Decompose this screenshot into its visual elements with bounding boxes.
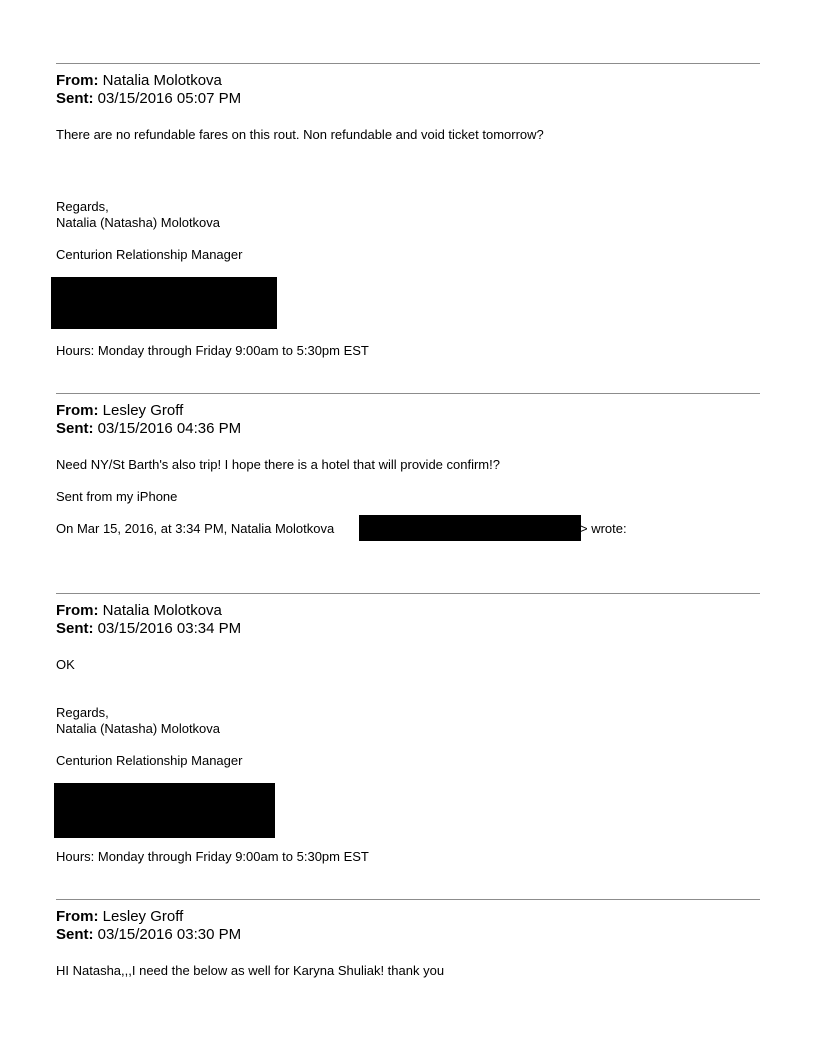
divider: [56, 899, 760, 900]
sent-timestamp: 03/15/2016 04:36 PM: [97, 420, 242, 437]
message-body: Need NY/St Barth's also trip! I hope there is a hotel that will provide confirm!?: [56, 457, 500, 472]
from-line: From: Lesley Groff: [56, 908, 184, 925]
sender-name: Natalia Molotkova: [102, 72, 222, 89]
redaction-box: [359, 515, 581, 541]
from-line: From: Natalia Molotkova: [56, 72, 222, 89]
divider: [56, 593, 760, 594]
quote-attribution-suffix: > wrote:: [580, 521, 627, 536]
regards: Regards,: [56, 199, 109, 214]
quote-attribution: On Mar 15, 2016, at 3:34 PM, Natalia Molotkova: [56, 521, 335, 536]
office-hours: Hours: Monday through Friday 9:00am to 5:30pm EST: [56, 343, 369, 358]
regards: Regards,: [56, 705, 109, 720]
sent-line: Sent: 03/15/2016 05:07 PM: [56, 90, 242, 107]
sent-line: Sent: 03/15/2016 03:30 PM: [56, 926, 242, 943]
sent-line: Sent: 03/15/2016 03:34 PM: [56, 620, 242, 637]
sent-from-device: Sent from my iPhone: [56, 489, 178, 504]
signature-title: Centurion Relationship Manager: [56, 753, 243, 768]
divider: [56, 63, 760, 64]
message-body: There are no refundable fares on this rout. Non refundable and void ticket tomorrow?: [56, 127, 544, 142]
sent-timestamp: 03/15/2016 03:30 PM: [97, 926, 242, 943]
signature-title: Centurion Relationship Manager: [56, 247, 243, 262]
from-line: From: Lesley Groff: [56, 402, 184, 419]
sender-name: Natalia Molotkova: [102, 602, 222, 619]
message-body: OK: [56, 657, 75, 672]
sent-timestamp: 03/15/2016 05:07 PM: [97, 90, 242, 107]
redaction-box: [51, 277, 277, 329]
signature-name: Natalia (Natasha) Molotkova: [56, 721, 221, 736]
redaction-box: [54, 783, 275, 838]
from-line: From: Natalia Molotkova: [56, 602, 222, 619]
message-body: HI Natasha,,,I need the below as well for Karyna Shuliak! thank you: [56, 963, 445, 978]
sent-line: Sent: 03/15/2016 04:36 PM: [56, 420, 242, 437]
sent-timestamp: 03/15/2016 03:34 PM: [97, 620, 242, 637]
sender-name: Lesley Groff: [102, 402, 184, 419]
signature-name: Natalia (Natasha) Molotkova: [56, 215, 221, 230]
sender-name: Lesley Groff: [102, 908, 184, 925]
divider: [56, 393, 760, 394]
office-hours: Hours: Monday through Friday 9:00am to 5:30pm EST: [56, 849, 369, 864]
